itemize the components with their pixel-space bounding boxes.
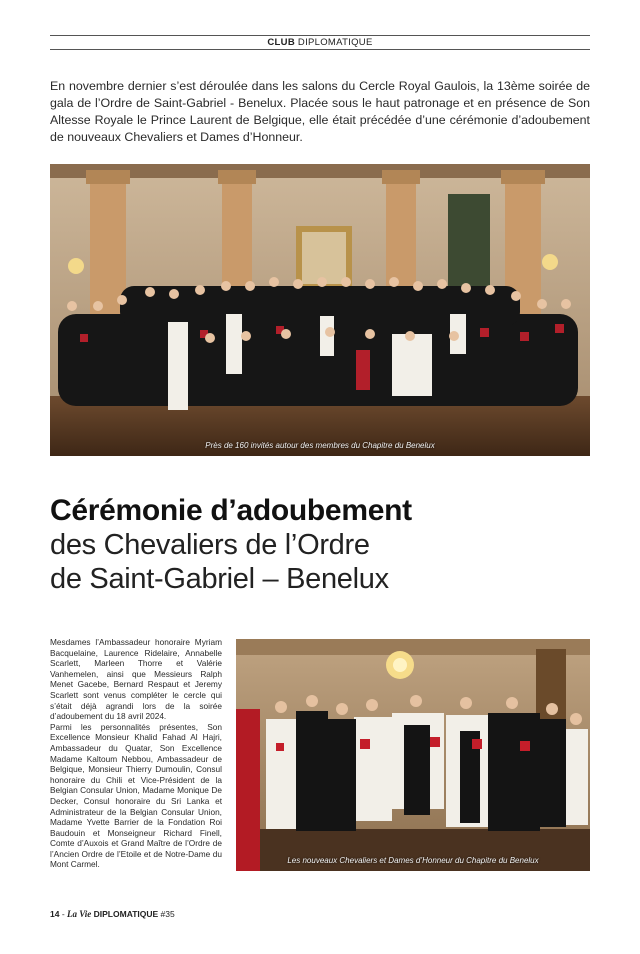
knights-photo-caption: Les nouveaux Chevaliers et Dames d’Honneur du Chapitre du Benelux bbox=[287, 856, 539, 865]
section-label bbox=[50, 37, 590, 48]
intro-paragraph: En novembre dernier s’est déroulée dans les salons du Cercle Royal Gaulois, la 13ème soirée de gala de l’Ordre de Saint-Gabriel - Benelux. Placée sous le haut patronage et en présence de Son Altesse Royale le Prince Laurent de Belgique, elle était précédée d’une cérémonie d’adoubement de nouveaux Chevaliers et Dames d’Honneur. bbox=[50, 79, 590, 144]
header-rule-top bbox=[50, 35, 590, 36]
knights-photo-illustration bbox=[236, 639, 590, 871]
section-label-rest: DIPLOMATIQUE bbox=[294, 37, 373, 48]
group-photo-illustration bbox=[50, 164, 590, 456]
footer-separator: - bbox=[59, 909, 68, 919]
magazine-name-bold: DIPLOMATIQUE bbox=[91, 909, 159, 919]
header-rule-bottom bbox=[50, 49, 590, 50]
headline-line-3: de Saint-Gabriel – Benelux bbox=[50, 563, 389, 595]
page-footer bbox=[50, 909, 175, 919]
page-number: 14 bbox=[50, 909, 60, 919]
group-photo bbox=[50, 164, 590, 456]
article-headline bbox=[50, 494, 590, 596]
body-column bbox=[50, 637, 222, 870]
headline-line-2: des Chevaliers de l’Ordre bbox=[50, 529, 370, 561]
body-paragraph-2: Parmi les personnalités présentes, Son Excellence Monsieur Khalid Fahad Al Hajri, Ambassadeur du Quatar, Son Excellence Madame Kaltoum Nebbou, Ambassadeur de Belgique, Monsieur Thierry Dumoulin, Consul honoraire du Chili et Vice-Président de la Belgian Consular Union, Madame Monique De Decker, Consul honoraire du Sri Lanka et Administrateur de la Belgian Consular Union, Madame Yvette Barrier de la Fondation Roi Baudouin et Monseigneur Richard Finell, Comte d’Auxois et Grand Maître de l’Ordre de l’Ancien Ordre de l’Etoile et de Notre-Dame du Mont Carmel. bbox=[50, 721, 222, 870]
section-label-bold: CLUB bbox=[267, 37, 295, 48]
magazine-name-italic: La Vie bbox=[67, 909, 92, 919]
issue-number: #35 bbox=[158, 909, 175, 919]
headline-bold: Cérémonie d’adoubement bbox=[50, 494, 412, 527]
body-paragraph-1: Mesdames l’Ambassadeur honoraire Myriam Bacquelaine, Laurence Ridelaire, Annabelle Scarlett, Marleen Thorre et Valérie Vanhemelen, ainsi que Messieurs Ralph Menet Gacebe, Bernard Respaut et Jeremy Scarlett sont venus compléter le cercle qui s’était déjà agrandi lors de la soirée d’adoubement du 18 avril 2024. bbox=[50, 637, 222, 722]
knights-photo bbox=[236, 639, 590, 871]
group-photo-caption: Près de 160 invités autour des membres du Chapitre du Benelux bbox=[205, 441, 435, 450]
